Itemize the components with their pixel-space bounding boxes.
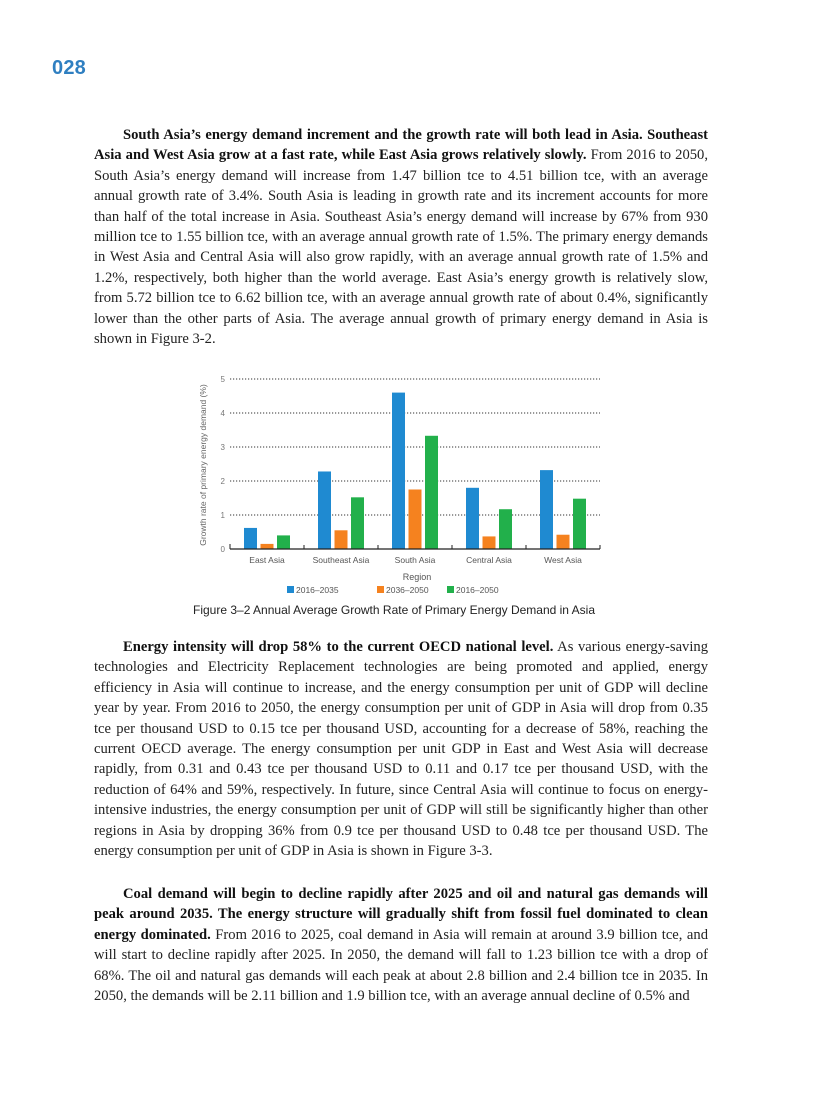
legend-item [447, 585, 499, 595]
x-tick-label: Central Asia [466, 555, 512, 565]
x-tick-label: Southeast Asia [312, 555, 370, 565]
legend-label: 2016–2035 [296, 585, 339, 595]
y-tick-label: 5 [220, 375, 225, 384]
bar-west-asia-2 [573, 499, 586, 549]
legend-swatch [447, 586, 454, 593]
paragraph-energy-intensity [94, 637, 708, 861]
bar-southeast-asia-2 [351, 497, 364, 549]
bar-chart [190, 368, 620, 603]
legend-item [377, 585, 429, 595]
legend-label: 2016–2050 [456, 585, 499, 595]
y-tick-label: 0 [220, 545, 225, 554]
paragraph-coal-demand [94, 884, 708, 1006]
bar-southeast-asia-0 [318, 471, 331, 549]
bar-east-asia-1 [261, 544, 274, 549]
bars [244, 393, 586, 549]
y-tick-label: 3 [220, 443, 225, 452]
legend-swatch [287, 586, 294, 593]
bar-east-asia-0 [244, 528, 257, 549]
bar-south-asia-1 [409, 490, 422, 550]
bar-west-asia-1 [557, 535, 570, 549]
legend-label: 2036–2050 [386, 585, 429, 595]
figure-caption: Figure 3–2 Annual Average Growth Rate of Primary Energy Demand in Asia [193, 603, 595, 617]
x-axis-label: Region [402, 572, 432, 582]
legend [287, 585, 499, 595]
bar-central-asia-2 [499, 509, 512, 549]
bar-east-asia-2 [277, 535, 290, 549]
page-number: 028 [52, 57, 86, 79]
x-tick-label: West Asia [544, 555, 582, 565]
figure-3-2-chart [190, 368, 620, 628]
paragraph-south-asia-demand [94, 125, 708, 349]
y-axis-label: Growth rate of primary energy demand (%) [198, 384, 208, 546]
bar-southeast-asia-1 [335, 530, 348, 549]
paragraph-body: As various energy-saving technologies and Electricity Replacement technologies are being promoted and applied, energy efficiency in Asia will continue to increase, and the energy consumption per unit of GDP will decline year by year. From 2016 to 2050, the energy consumption per unit of GDP in Asia will drop from 0.35 tce per thousand USD to 0.15 tce per thousand USD, accounting for a decrease of 58%, reaching the current OECD average. The energy consumption per unit GDP in East and West Asia will decrease rapidly, from 0.31 and 0.43 tce per thousand USD to 0.11 and 0.17 tce per thousand USD, with the reduction of 64% and 59%, respectively. In future, since Central Asia will continue to focus on energy-intensive industries, the energy consumption per unit of GDP will still be significantly higher than other regions in Asia by dropping 36% from 0.9 tce per thousand USD to 0.48 tce per thousand USD. The energy consumption per unit of GDP in Asia is shown in Figure 3-3. [94, 639, 708, 860]
bar-central-asia-0 [466, 488, 479, 549]
y-tick-label: 2 [220, 477, 225, 486]
paragraph-body: From 2016 to 2050, South Asia’s energy demand will increase from 1.47 billion tce to 4.51 billion tce, with an average annual growth rate of 3.4%. South Asia is leading in growth rate and its increment accounts for more than half of the total increase in Asia. Southeast Asia’s energy demand will increase by 67% from 930 million tce to 1.55 billion tce, with an average annual growth rate of 1.5%. The primary energy demands in West Asia and Central Asia will also grow rapidly, with an average annual growth rate of 1.5% and 1.2%, respectively, both higher than the world average. East Asia’s energy growth is relatively slow, from 5.72 billion tce to 6.62 billion tce, with an average annual growth rate of about 0.4%, significantly lower than the other parts of Asia. The average annual growth of primary energy demand in Asia is shown in Figure 3-2. [94, 147, 708, 348]
paragraph-lead-bold: South Asia’s energy demand increment and the growth rate will both lead in Asia. Southeast Asia and West Asia grow at a fast rate, while East Asia grows relatively slowly. [94, 127, 708, 164]
paragraph-body: From 2016 to 2025, coal demand in Asia will remain at around 3.9 billion tce, and will start to decline rapidly after 2025. In 2050, the demand will fall to 1.23 billion tce with a drop of 68%. The oil and natural gas demands will each peak at about 2.8 billion and 2.4 billion tce in 2035. In 2050, the demands will be 2.11 billion and 1.9 billion tce, with an average annual decline of 0.5% and [94, 926, 708, 1005]
x-tick-label: South Asia [394, 555, 436, 565]
bar-west-asia-0 [540, 470, 553, 549]
bar-central-asia-1 [483, 536, 496, 549]
y-tick-label: 1 [220, 511, 225, 520]
bar-south-asia-2 [425, 436, 438, 549]
paragraph-lead-bold: Coal demand will begin to decline rapidly after 2025 and oil and natural gas demands will peak around 2035. The energy structure will gradually shift from fossil fuel dominated to clean energy dominated. [94, 886, 708, 943]
bar-south-asia-0 [392, 393, 405, 549]
y-tick-label: 4 [220, 409, 225, 418]
legend-item [287, 585, 339, 595]
paragraph-lead-bold: Energy intensity will drop 58% to the current OECD national level. [123, 639, 554, 655]
x-tick-label: East Asia [249, 555, 285, 565]
legend-swatch [377, 586, 384, 593]
